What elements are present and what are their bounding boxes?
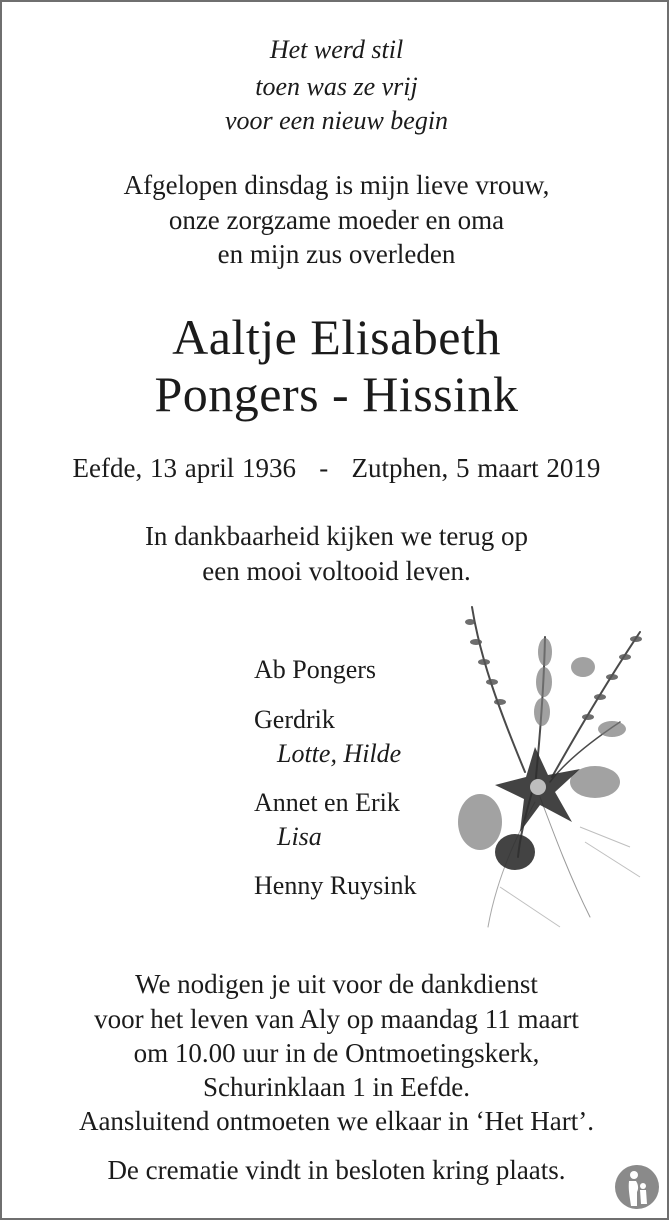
intro-line-1: Afgelopen dinsdag is mijn lieve vrouw, (123, 170, 550, 200)
service-line-3: om 10.00 uur in de Ontmoetingskerk, (133, 1038, 540, 1068)
gratitude-line-2: een mooi voltooid leven. (202, 556, 471, 586)
deceased-name-line-1: Aaltje Elisabeth (172, 309, 501, 365)
date-separator: - (319, 453, 329, 483)
family-sibling: Henny Ruysink (254, 871, 417, 900)
death-date: Zutphen, 5 maart 2019 (351, 453, 601, 483)
cremation-note: De crematie vindt in besloten kring plaats. (107, 1155, 566, 1185)
service-line-1: We nodigen je uit voor de dankdienst (135, 969, 538, 999)
poem-line-1: Het werd stil (269, 35, 404, 64)
life-dates (2, 453, 669, 484)
birth-date: Eefde, 13 april 1936 (72, 453, 296, 483)
family-child-2: Annet en Erik (254, 788, 400, 817)
flower-bouquet-illustration (440, 597, 655, 947)
family-child-1: Gerdrik (254, 705, 335, 734)
deceased-name-line-2: Pongers - Hissink (154, 366, 519, 422)
poem-line-3: voor een nieuw begin (224, 106, 449, 135)
family-grandchildren-1: Lotte, Hilde (277, 739, 402, 768)
intro-line-3: en mijn zus overleden (217, 239, 456, 269)
family-spouse: Ab Pongers (254, 655, 377, 684)
family-grandchildren-2: Lisa (277, 822, 322, 851)
service-line-4: Schurinklaan 1 in Eefde. (203, 1072, 470, 1102)
service-line-5: Aansluitend ontmoeten we elkaar in ‘Het Hart’. (78, 1106, 595, 1136)
figure-with-child-logo-icon (614, 1164, 660, 1210)
poem-line-2: toen was ze vrij (255, 72, 418, 101)
gratitude-line-1: In dankbaarheid kijken we terug op (144, 521, 529, 551)
intro-line-2: onze zorgzame moeder en oma (168, 205, 505, 235)
service-line-2: voor het leven van Aly op maandag 11 maart (94, 1004, 579, 1034)
